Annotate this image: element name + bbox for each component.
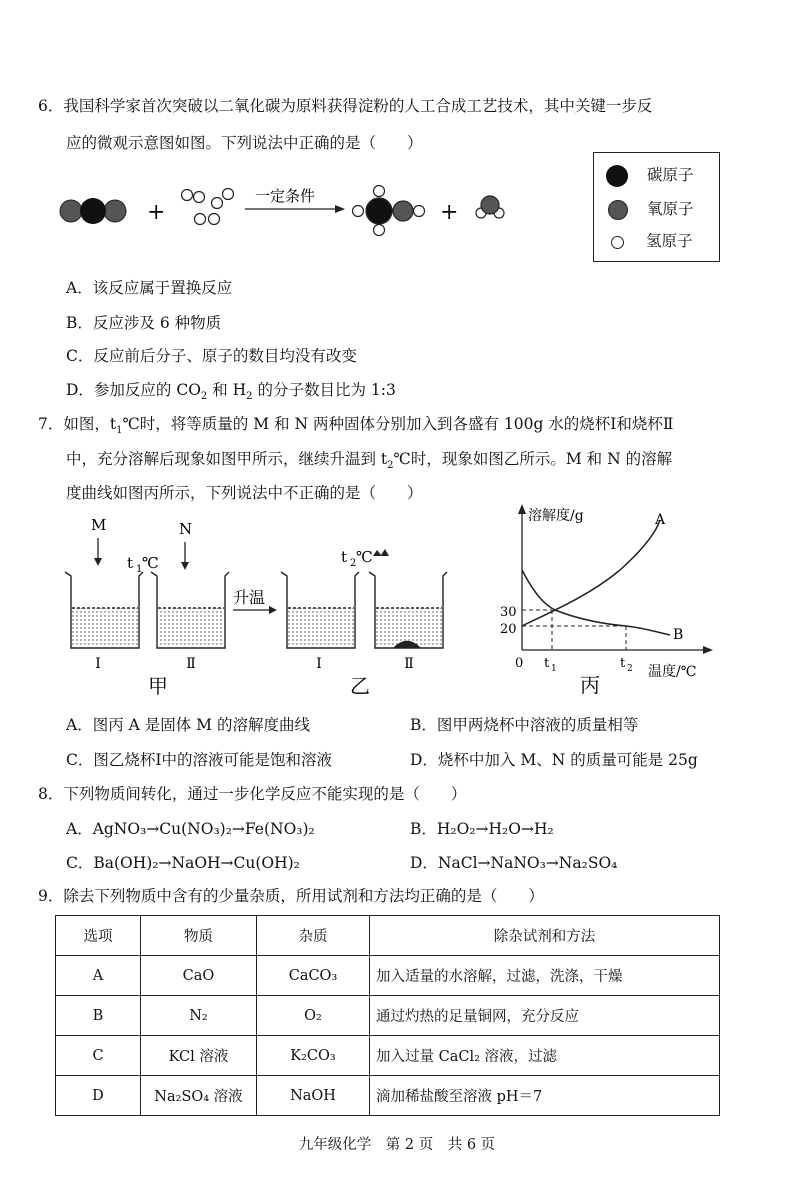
hydrogen-atom-icon [611, 236, 624, 249]
label-n: N [179, 520, 193, 538]
legend-hydrogen: 氢原子 [606, 229, 692, 251]
q8-option-d: D．NaCl→NaNO₃→Na₂SO₄ [410, 854, 618, 872]
svg-text:℃: ℃ [356, 548, 373, 566]
th-method: 除杂试剂和方法 [370, 916, 720, 956]
plus-2: + [440, 200, 459, 225]
co2-molecule [60, 198, 126, 224]
q7-option-d: D．烧杯中加入 M、N 的质量可能是 25g [410, 751, 698, 769]
svg-text:t: t [127, 554, 134, 572]
label-beaker-1b: Ⅰ [316, 656, 322, 672]
y-tick-20: 20 [500, 622, 517, 637]
th-option: 选项 [56, 916, 141, 956]
legend-oxygen: 氧原子 [606, 197, 693, 220]
page-footer: 九年级化学 第 2 页 共 6 页 [298, 1137, 496, 1153]
label-jia: 甲 [148, 674, 168, 695]
label-t2 [341, 548, 373, 569]
table-row: A CaO CaCO₃ 加入适量的水溶解，过滤，洗涤，干燥 [56, 956, 720, 996]
svg-text:t: t [544, 656, 550, 671]
label-beaker-1a: Ⅰ [95, 656, 101, 672]
arrow-label: 一定条件 [255, 187, 316, 205]
y-axis-label: 溶解度/g [528, 508, 584, 524]
q7-beaker-figure [55, 510, 475, 695]
label-t1 [127, 554, 159, 575]
svg-text:t: t [620, 656, 626, 671]
label-m: M [91, 516, 107, 534]
q8-stem: 8．下列物质间转化，通过一步化学反应不能实现的是（ ） [38, 785, 467, 803]
beaker-yi-1 [281, 572, 359, 648]
q7-stem-line3: 度曲线如图丙所示，下列说法中不正确的是（ ） [66, 484, 423, 502]
q6-stem-line2: 应的微观示意图如图。下列说法中正确的是（ ） [66, 134, 423, 152]
svg-text:t: t [341, 548, 348, 566]
heat-arrow [233, 588, 277, 614]
y-tick-30: 30 [500, 605, 517, 620]
label-beaker-2b: Ⅱ [404, 656, 414, 672]
table-row: C KCl 溶液 K₂CO₃ 加入过量 CaCl₂ 溶液，过滤 [56, 1036, 720, 1076]
x-tick-t2 [620, 656, 633, 674]
q6-reaction-diagram [55, 175, 575, 245]
table-row: D Na₂SO₄ 溶液 NaOH 滴加稀盐酸至溶液 pH＝7 [56, 1076, 720, 1116]
svg-text:2: 2 [627, 664, 633, 674]
x-axis-label: 温度/℃ [648, 664, 697, 680]
x-tick-t1 [544, 656, 557, 674]
series-a-curve [522, 520, 660, 626]
svg-text:2: 2 [350, 558, 357, 569]
q7-option-a: A．图丙 A 是固体 M 的溶解度曲线 [66, 716, 310, 734]
svg-text:℃: ℃ [142, 554, 159, 572]
plus-1: + [147, 200, 166, 225]
beaker-jia-2 [151, 572, 229, 648]
label-yi: 乙 [350, 674, 370, 695]
q8-option-c: C．Ba(OH)₂→NaOH→Cu(OH)₂ [66, 854, 300, 872]
svg-text:升温: 升温 [233, 588, 266, 607]
beaker-jia-1 [65, 572, 143, 648]
atom-legend [593, 152, 720, 262]
q7-option-b: B．图甲两烧杯中溶液的质量相等 [410, 716, 639, 734]
solubility-chart [495, 500, 725, 695]
th-substance: 物质 [141, 916, 257, 956]
carbon-atom-icon [606, 165, 628, 187]
legend-carbon: 碳原子 [606, 163, 693, 187]
q6-option-c: C．反应前后分子、原子的数目均没有改变 [66, 347, 357, 365]
q7-stem-line2: 中，充分溶解后现象如图甲所示，继续升温到 $t_2℃$时，现象如图乙所示。M 和 N 的溶解 [66, 450, 673, 472]
q9-stem: 9．除去下列物质中含有的少量杂质，所用试剂和方法均正确的是（ ） [38, 887, 544, 905]
q8-option-b: B．H₂O₂→H₂O→H₂ [410, 820, 554, 838]
table-row: B N₂ O₂ 通过灼热的足量铜网，充分反应 [56, 996, 720, 1036]
oxygen-atom-icon [608, 200, 628, 220]
q7-option-c: C．图乙烧杯Ⅰ中的溶液可能是饱和溶液 [66, 751, 332, 769]
series-a-label: A [655, 512, 666, 528]
origin-label: 0 [515, 656, 524, 671]
q8-option-a: A．AgNO₃→Cu(NO₃)₂→Fe(NO₃)₂ [66, 820, 315, 838]
h2o-molecule [476, 196, 504, 218]
ch3oh-molecule [353, 186, 425, 236]
series-b-label: B [673, 627, 684, 643]
label-beaker-2a: Ⅱ [186, 656, 196, 672]
q7-stem-line1: 7．如图，$t_1℃$时，将等质量的 M 和 N 两种固体分别加入到各盛有 100g 水的烧杯Ⅰ和烧杯Ⅱ [38, 415, 674, 437]
crystal-mark [373, 549, 389, 556]
beaker-yi-2 [369, 572, 447, 648]
q6-option-d: D．参加反应的 $CO_2$ 和 $H_2$ 的分子数目比为 1:3 [66, 381, 396, 403]
q6-stem-line1: 6．我国科学家首次突破以二氧化碳为原料获得淀粉的人工合成工艺技术，其中关键一步反 [38, 97, 653, 115]
label-bing: 丙 [580, 673, 600, 695]
svg-text:1: 1 [136, 564, 143, 575]
series-b-curve [522, 570, 670, 635]
svg-text:1: 1 [551, 664, 557, 674]
th-impurity: 杂质 [257, 916, 370, 956]
table-header-row [56, 916, 720, 956]
q6-option-b: B．反应涉及 6 种物质 [66, 314, 222, 332]
q6-option-a: A．该反应属于置换反应 [66, 279, 233, 297]
h2-molecules [182, 189, 234, 225]
q9-table [55, 915, 720, 1116]
